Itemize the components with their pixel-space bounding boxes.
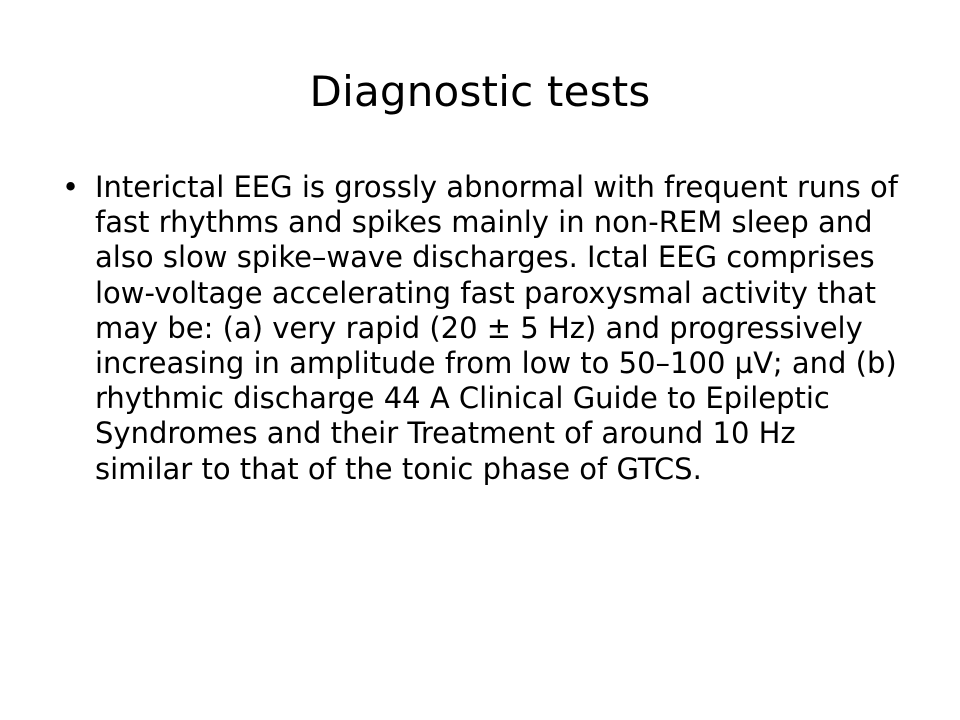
bullet-text: Interictal EEG is grossly abnormal with frequent runs of fast rhythms and spikes mainly in non-REM sleep and also slow spike–wave discharges. Ictal EEG comprises low-voltage accelerating fast paroxysmal activity that may be: (a) very rapid (20 ± 5 Hz) and progressively increasing in amplitude from low to 50–100 µV; and (b) rhythmic discharge 44 A Clinical Guide to Epileptic Syndromes and their Treatment of around 10 Hz similar to that of the tonic phase of GTCS. — [95, 170, 898, 486]
slide-title: Diagnostic tests — [309, 67, 651, 116]
bullet-list — [62, 170, 900, 487]
bullet-item — [62, 170, 900, 487]
bullet-marker: • — [62, 170, 80, 204]
